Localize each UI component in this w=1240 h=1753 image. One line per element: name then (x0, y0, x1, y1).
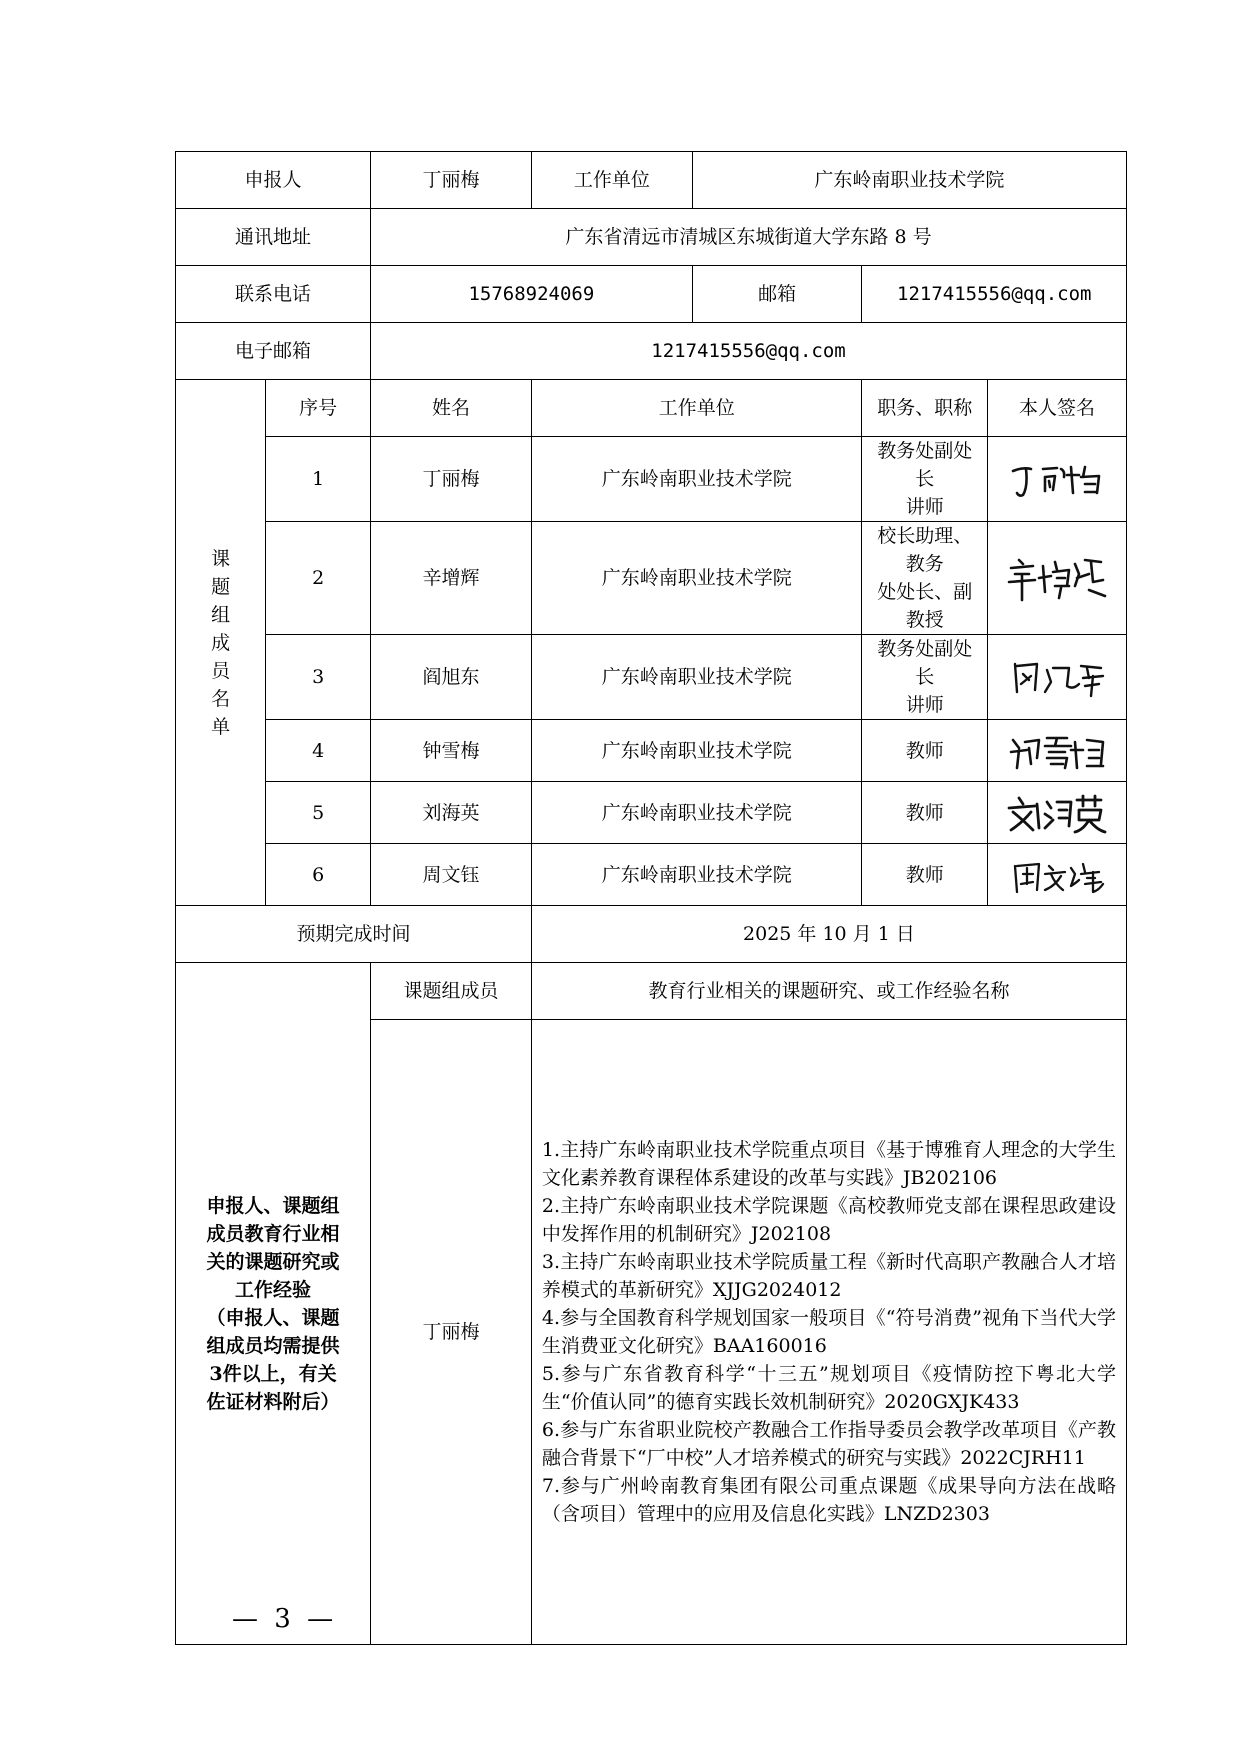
experience-item: 2.主持广东岭南职业技术学院课题《高校教师党支部在课程思政建设中发挥作用的机制研究》J202108 (541, 1195, 1116, 1245)
members-section-label (176, 380, 266, 906)
mail-label: 邮箱 (692, 266, 862, 323)
member-title-line: 校长助理、教务 (877, 525, 973, 575)
member-name: 辛增辉 (371, 522, 532, 635)
applicant-unit: 广东岭南职业技术学院 (692, 152, 1126, 209)
application-form-table (175, 151, 1127, 1645)
handwritten-signature (1007, 457, 1107, 501)
member-name: 刘海英 (371, 782, 532, 844)
handwritten-signature (1007, 852, 1107, 898)
completion-row (176, 906, 1127, 963)
experience-member-header: 课题组成员 (371, 963, 532, 1020)
address-value: 广东省清远市清城区东城街道大学东路 8 号 (371, 209, 1127, 266)
member-name: 钟雪梅 (371, 720, 532, 782)
completion-label: 预期完成时间 (176, 906, 532, 963)
handwritten-signature (1005, 790, 1109, 836)
header-unit: 工作单位 (531, 380, 862, 437)
member-no: 2 (266, 522, 371, 635)
section-line: 工作经验 (235, 1278, 312, 1301)
section-char: 单 (211, 715, 231, 738)
member-title-line: 教师 (905, 863, 944, 886)
page-number: — 3 — (232, 1604, 338, 1634)
member-title-line: 教师 (905, 739, 944, 762)
member-unit: 广东岭南职业技术学院 (531, 635, 862, 720)
member-row (176, 522, 1127, 635)
member-no: 5 (266, 782, 371, 844)
member-title (862, 720, 988, 782)
member-no: 1 (266, 437, 371, 522)
completion-value: 2025 年 10 月 1 日 (531, 906, 1126, 963)
member-title (862, 635, 988, 720)
experience-member: 丁丽梅 (371, 1020, 532, 1645)
member-row (176, 720, 1127, 782)
member-name: 周文钰 (371, 844, 532, 906)
section-char: 成 (211, 631, 231, 654)
header-name: 姓名 (371, 380, 532, 437)
member-signature (988, 522, 1127, 635)
applicant-row (176, 152, 1127, 209)
member-title-line: 教务处副处长 (877, 638, 973, 688)
applicant-label: 申报人 (176, 152, 371, 209)
member-title-line: 教务处副处长 (877, 440, 973, 490)
member-unit: 广东岭南职业技术学院 (531, 522, 862, 635)
applicant-name: 丁丽梅 (371, 152, 532, 209)
experience-item: 4.参与全国教育科学规划国家一般项目《“符号消费”视角下当代大学生消费亚文化研究》BAA160016 (541, 1307, 1116, 1357)
members-header-row (176, 380, 1127, 437)
member-name: 丁丽梅 (371, 437, 532, 522)
member-name: 阎旭东 (371, 635, 532, 720)
experience-item: 3.主持广东岭南职业技术学院质量工程《新时代高职产教融合人才培养模式的革新研究》XJJG2024012 (541, 1251, 1116, 1301)
member-signature (988, 720, 1127, 782)
member-row (176, 844, 1127, 906)
member-title-line: 教师 (905, 801, 944, 824)
email-label: 电子邮箱 (176, 323, 371, 380)
section-char: 名 (211, 687, 231, 710)
experience-item: 7.参与广州岭南教育集团有限公司重点课题《成果导向方法在战略（含项目）管理中的应用及信息化实践》LNZD2303 (541, 1475, 1116, 1525)
member-row (176, 635, 1127, 720)
section-line: 申报人、课题组 (206, 1194, 340, 1217)
member-title (862, 522, 988, 635)
header-no: 序号 (266, 380, 371, 437)
member-unit: 广东岭南职业技术学院 (531, 782, 862, 844)
member-signature (988, 635, 1127, 720)
member-title-line: 讲师 (905, 694, 944, 716)
section-char: 组 (211, 603, 231, 626)
member-title-line: 讲师 (905, 496, 944, 518)
header-signature: 本人签名 (988, 380, 1127, 437)
member-unit: 广东岭南职业技术学院 (531, 437, 862, 522)
contact-row (176, 266, 1127, 323)
member-row (176, 782, 1127, 844)
experience-item: 1.主持广东岭南职业技术学院重点项目《基于博雅育人理念的大学生文化素养教育课程体系建设的改革与实践》JB202106 (541, 1139, 1116, 1189)
member-no: 4 (266, 720, 371, 782)
section-char: 课 (211, 547, 231, 570)
member-unit: 广东岭南职业技术学院 (531, 720, 862, 782)
mail-value: 1217415556@qq.com (862, 266, 1127, 323)
address-label: 通讯地址 (176, 209, 371, 266)
experience-item: 6.参与广东省职业院校产教融合工作指导委员会教学改革项目《产教融合背景下“厂中校”人才培养模式的研究与实践》2022CJRH11 (541, 1419, 1116, 1469)
email-row (176, 323, 1127, 380)
section-char: 题 (211, 575, 231, 598)
member-title (862, 437, 988, 522)
handwritten-signature (1005, 728, 1109, 774)
experience-item: 5.参与广东省教育科学“十三五”规划项目《疫情防控下粤北大学生“价值认同”的德育实践长效机制研究》2020GXJK433 (541, 1363, 1116, 1413)
experience-list (531, 1020, 1126, 1645)
member-title (862, 844, 988, 906)
section-line: 成员教育行业相 (206, 1222, 340, 1245)
member-no: 3 (266, 635, 371, 720)
section-line: 佐证材料附后） (206, 1390, 340, 1413)
member-signature (988, 437, 1127, 522)
member-row (176, 437, 1127, 522)
phone-value: 15768924069 (371, 266, 693, 323)
phone-label: 联系电话 (176, 266, 371, 323)
member-signature (988, 844, 1127, 906)
email-value: 1217415556@qq.com (371, 323, 1127, 380)
applicant-unit-label: 工作单位 (531, 152, 692, 209)
header-title: 职务、职称 (862, 380, 988, 437)
handwritten-signature (1005, 552, 1109, 604)
member-title (862, 782, 988, 844)
section-line: 3件以上，有关 (209, 1362, 337, 1385)
member-no: 6 (266, 844, 371, 906)
member-unit: 广东岭南职业技术学院 (531, 844, 862, 906)
member-signature (988, 782, 1127, 844)
experience-header-row (176, 963, 1127, 1020)
experience-section-label (176, 963, 371, 1645)
section-char: 员 (211, 659, 231, 682)
address-row (176, 209, 1127, 266)
section-line: （申报人、课题 (206, 1306, 340, 1329)
member-title-line: 处处长、副教授 (877, 581, 973, 631)
section-line: 组成员均需提供 (206, 1334, 340, 1357)
handwritten-signature (1007, 654, 1107, 700)
experience-content-header: 教育行业相关的课题研究、或工作经验名称 (531, 963, 1126, 1020)
section-line: 关的课题研究或 (206, 1250, 340, 1273)
